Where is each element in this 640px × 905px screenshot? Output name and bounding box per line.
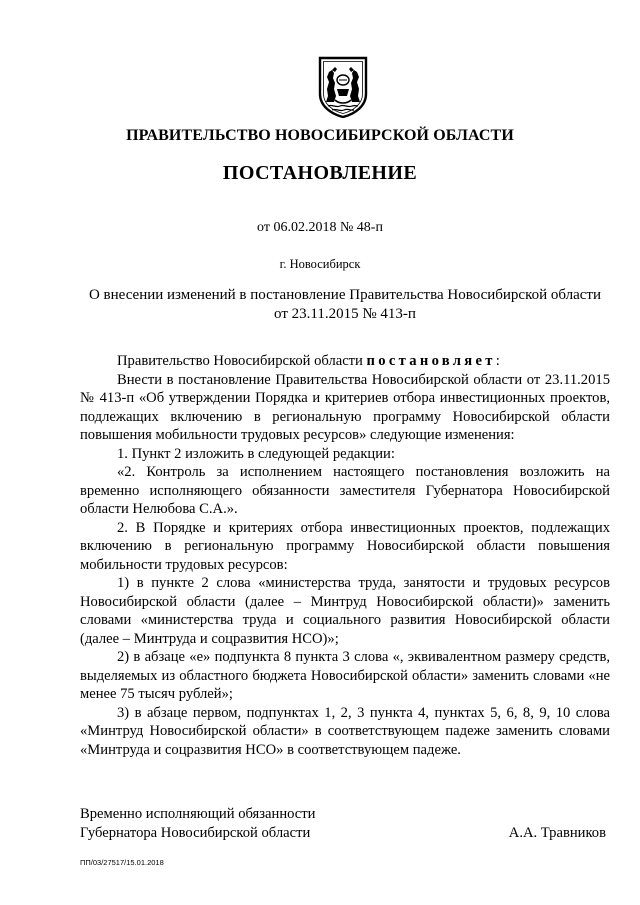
paragraph-1: Внести в постановление Правительства Новосибирской области от 23.11.2015 № 413-п «Об утверждении Порядка и критериев отбора инвестиционных проектов, подлежащих включению в региональную программу Новосибирской области повышения мобильности трудовых ресурсов» следующие изменения: (80, 371, 610, 443)
preamble-start: Правительство Новосибирской области (117, 353, 367, 369)
subject-line-1: О внесении изменений в постановление Правительства Новосибирской области (88, 287, 602, 303)
document-city: г. Новосибирск (279, 257, 361, 271)
document-body (80, 352, 610, 759)
document-code: ПП/03/27517/15.01.2018 (80, 858, 164, 867)
preamble-keyword: постановляет (366, 353, 496, 369)
paragraph-2: 1. Пункт 2 изложить в следующей редакции: (117, 445, 395, 462)
signature-position-line-2: Губернатора Новосибирской области (80, 824, 311, 841)
government-name: ПРАВИТЕЛЬСТВО НОВОСИБИРСКОЙ ОБЛАСТИ (126, 127, 514, 144)
coat-of-arms-icon (318, 56, 368, 118)
signature-position (80, 805, 315, 842)
paragraph-3: «2. Контроль за исполнением настоящего постановления возложить на временно исполняющего обязанности заместителя Губернатора Новосибирской области Нелюбова С.А.». (80, 464, 610, 517)
paragraph-7: 3) в абзаце первом, подпунктах 1, 2, 3 пункта 4, пунктах 5, 6, 8, 9, 10 слова «Минтруд Новосибирской области» в соответствующем падеже заменить словами «Минтруда и соцразвития НСО» в соответствующем падеже. (80, 704, 610, 758)
document-subject (80, 286, 610, 323)
paragraph-4: 2. В Порядке и критериях отбора инвестиционных проектов, подлежащих включению в региональную программу Новосибирской области повышения мобильности трудовых ресурсов: (80, 519, 610, 573)
document-type: ПОСТАНОВЛЕНИЕ (222, 162, 418, 184)
subject-line-2: от 23.11.2015 № 413-п (274, 305, 416, 322)
paragraph-6: 2) в абзаце «е» подпункта 8 пункта 3 слова «, эквивалентном размеру средств, выделяемых из областного бюджета Новосибирской области» заменить словами «не менее 75 тысяч рублей»; (80, 649, 610, 702)
signature-position-line-1: Временно исполняющий обязанности (80, 806, 316, 822)
document-date-number: от 06.02.2018 № 48-п (257, 220, 383, 235)
preamble-end: : (495, 353, 500, 369)
paragraph-5: 1) в пункте 2 слова «министерства труда, занятости и трудовых ресурсов Новосибирской области (далее – Минтруд Новосибирской области)» заменить словами «министерства труда и социального развития Новосибирской области (далее – Минтруда и соцразвития НСО)»; (80, 575, 610, 647)
preamble (80, 352, 610, 371)
signature-name: А.А. Травников (508, 825, 606, 841)
